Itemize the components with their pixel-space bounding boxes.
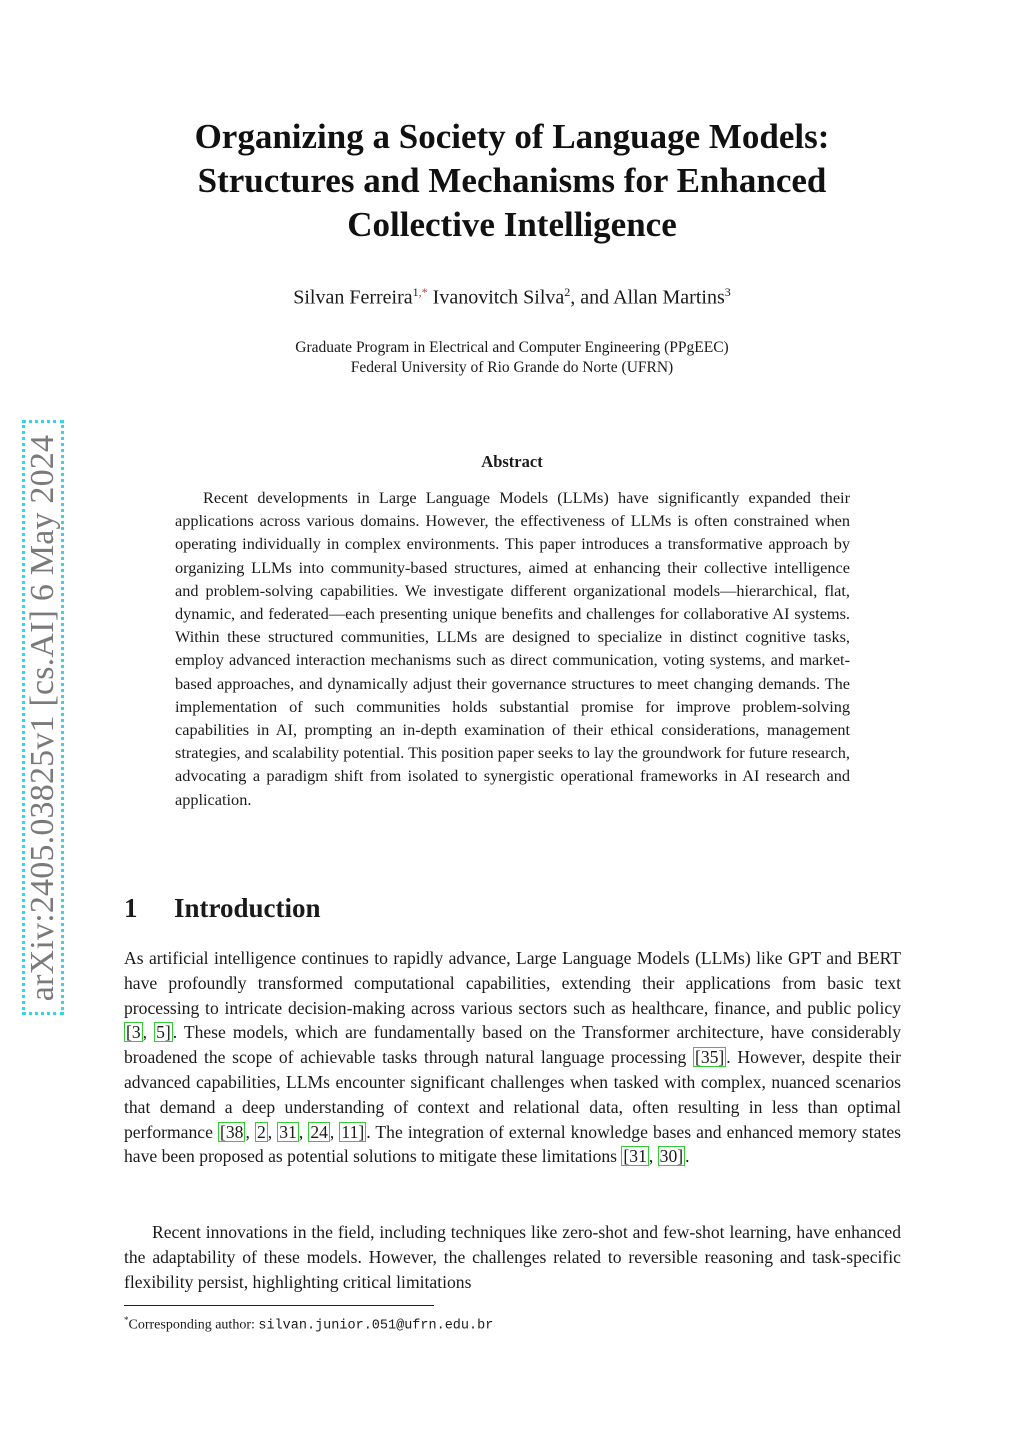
affiliation-line-2: Federal University of Rio Grande do Norte (UFRN) (350, 359, 674, 376)
section-heading (124, 893, 904, 924)
intro-paragraph-1 (124, 946, 901, 1169)
text-run: As artificial intelligence continues to rapidly advance, Large Language Models (LLMs) like GPT and BERT have profoundly transformed computational capabilities, extending their applications from basic text processing to intricate decision-making across various sectors such as healthcare, finance, and public policy (124, 948, 901, 1018)
affiliation (110, 338, 914, 378)
arxiv-identifier: arXiv:2405.03825v1 [cs.AI] 6 May 2024 (24, 434, 61, 1001)
footnote-mark: * (124, 1315, 129, 1325)
citation-link[interactable]: [3 (126, 1022, 141, 1043)
text-run: . The integration of external knowledge bases and enhanced memory states have been proposed as potential solutions to mitigate these limitations (124, 1121, 902, 1167)
footnote (124, 1310, 901, 1337)
author-2-affil: 2 (564, 285, 571, 299)
text-run: . These models, which are fundamentally based on the Transformer architecture, have considerably broadened the scope of achievable tasks through natural language processing (124, 1022, 902, 1068)
citation-link[interactable]: 2 (256, 1121, 266, 1142)
citation-link[interactable]: 24 (310, 1121, 328, 1142)
text-run: , (267, 1121, 278, 1142)
author-3: , and Allan Martins (570, 286, 725, 309)
text-run: . However, despite their advanced capabilities, LLMs encounter significant challenges when tasked with complex, nuanced scenarios that demand a deep understanding of context and relational data, often resulting in less than optimal performance (124, 1047, 901, 1142)
title-line-1: Organizing a Society of Language Models: (194, 117, 830, 156)
text-run: , (648, 1146, 658, 1167)
paper-title (110, 115, 914, 247)
citation-link[interactable]: [35] (694, 1047, 725, 1068)
author-email[interactable]: silvan.junior.051@ufrn.edu.br (258, 1318, 494, 1334)
text-run: , (245, 1121, 255, 1142)
abstract-text: Recent developments in Large Language Models (LLMs) have significantly expanded their applications across various domains. However, the effectiveness of LLMs is often constrained when operating individually in complex environments. This paper introduces a transformative approach by organizing LLMs into community-based structures, aimed at enhancing their collective intelligence and problem-solving capabilities. We investigate different organizational models—hierarchical, flat, dynamic, and federated—each presenting unique benefits and challenges for collaborative AI systems. Within these structured communities, LLMs are designed to specialize in distinct cognitive tasks, employ advanced interaction mechanisms such as direct communication, voting systems, and market-based approaches, and dynamically adjust their governance structures to meet changing demands. The implementation of such communities holds substantial promise for improve problem-solving capabilities in AI, prompting an in-depth examination of their ethical considerations, management strategies, and scalability potential. This position paper seeks to lay the groundwork for future research, advocating a paradigm shift from isolated to synergistic operational frameworks in AI research and application. (175, 488, 850, 809)
arxiv-sidebar-stamp[interactable] (22, 420, 64, 1015)
abstract-heading: Abstract (481, 452, 543, 471)
footnote-label: Corresponding author: (128, 1317, 259, 1333)
text-run: , (329, 1121, 340, 1142)
affiliation-line-1: Graduate Program in Electrical and Computer Engineering (PPgEEC) (295, 339, 729, 356)
citation-link[interactable]: 11] (341, 1121, 365, 1142)
author-2: Ivanovitch Silva (427, 286, 565, 309)
corresponding-author-link[interactable]: ,* (418, 285, 428, 299)
citation-link[interactable]: [38 (219, 1121, 244, 1142)
citation-link[interactable]: 31 (279, 1121, 297, 1142)
author-1: Silvan Ferreira (293, 286, 413, 309)
section-number: 1 (124, 893, 138, 923)
section-title: Introduction (174, 893, 321, 923)
author-1-affil: 1 (412, 285, 419, 299)
intro-paragraph-2: Recent innovations in the field, including techniques like zero-shot and few-shot learning, have enhanced the adaptability of these models. However, the challenges related to reversible reasoning and task-specific flexibility persist, highlighting critical limitations (124, 1222, 901, 1292)
citation-link[interactable]: [31 (623, 1146, 647, 1167)
citation-link[interactable]: 30] (659, 1146, 684, 1167)
author-3-affil: 3 (724, 285, 731, 299)
citation-link[interactable]: 5] (156, 1022, 171, 1043)
title-line-2: Structures and Mechanisms for Enhanced (197, 161, 827, 200)
text-run: , (142, 1022, 155, 1043)
text-run: . (685, 1146, 690, 1167)
author-list (110, 285, 914, 310)
text-run: , (298, 1121, 309, 1142)
title-line-3: Collective Intelligence (347, 205, 677, 244)
footnote-divider (124, 1305, 434, 1306)
